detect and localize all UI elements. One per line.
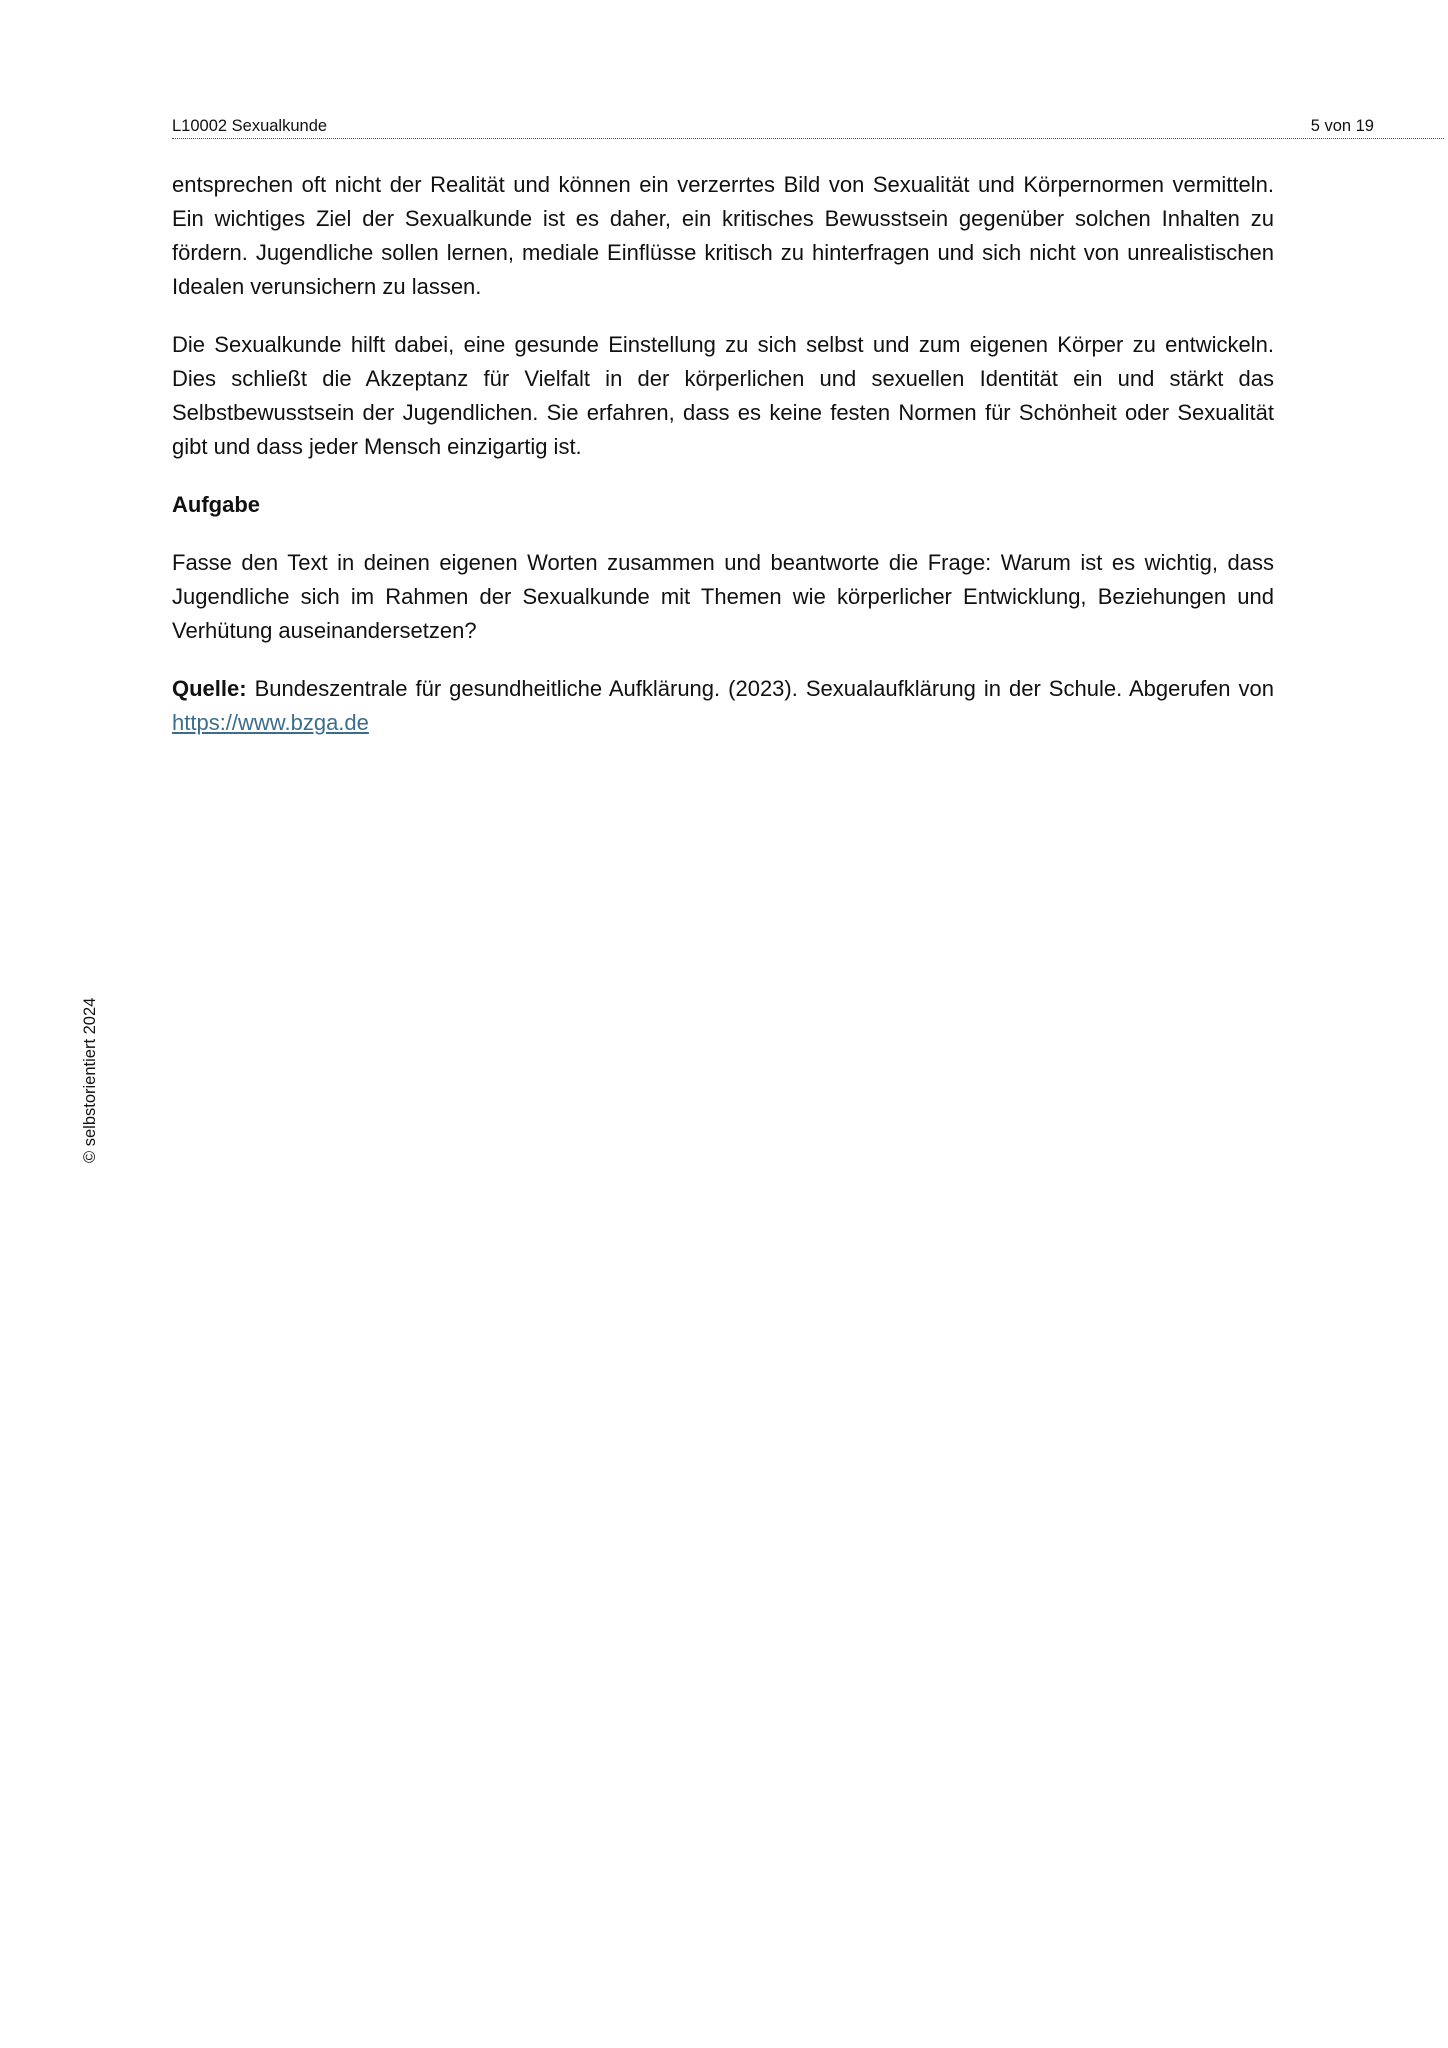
header-divider [172,138,1444,139]
task-heading: Aufgabe [172,492,260,517]
source-text: Bundeszentrale für gesundheitliche Aufklärung. (2023). Sexualaufklärung in der Schule. Abgerufen von [254,676,1274,701]
document-title: L10002 Sexualkunde [172,117,328,135]
body-paragraph-1: entsprechen oft nicht der Realität und können ein verzerrtes Bild von Sexualität und Körpernormen vermitteln. Ein wichtiges Ziel der Sexualkunde ist es daher, ein kritisches Bewusstsein gegenüber solchen Inhalten zu fördern. Jugendliche sollen lernen, mediale Einflüsse kritisch zu hinterfragen und sich nicht von unrealistischen Idealen verunsichern zu lassen. [172,172,1274,299]
source-link[interactable]: https://www.bzga.de [172,710,369,735]
source-citation [172,672,1274,740]
document-body [172,168,1274,764]
copyright-sidebar: © selbstorientiert 2024 [81,997,99,1163]
page-number: 5 von 19 [1310,117,1374,135]
source-label: Quelle: [172,676,247,701]
task-text: Fasse den Text in deinen eigenen Worten zusammen und beantworte die Frage: Warum ist es wichtig, dass Jugendliche sich im Rahmen der Sexualkunde mit Themen wie körperlicher Entwicklung, Beziehungen und Verhütung auseinandersetzen? [172,550,1274,643]
body-paragraph-2: Die Sexualkunde hilft dabei, eine gesunde Einstellung zu sich selbst und zum eigenen Körper zu entwickeln. Dies schließt die Akzeptanz für Vielfalt in der körperlichen und sexuellen Identität ein und stärkt das Selbstbewusstsein der Jugendlichen. Sie erfahren, dass es keine festen Normen für Schönheit oder Sexualität gibt und dass jeder Mensch einzigartig ist. [172,332,1274,459]
page-header [172,114,1374,138]
